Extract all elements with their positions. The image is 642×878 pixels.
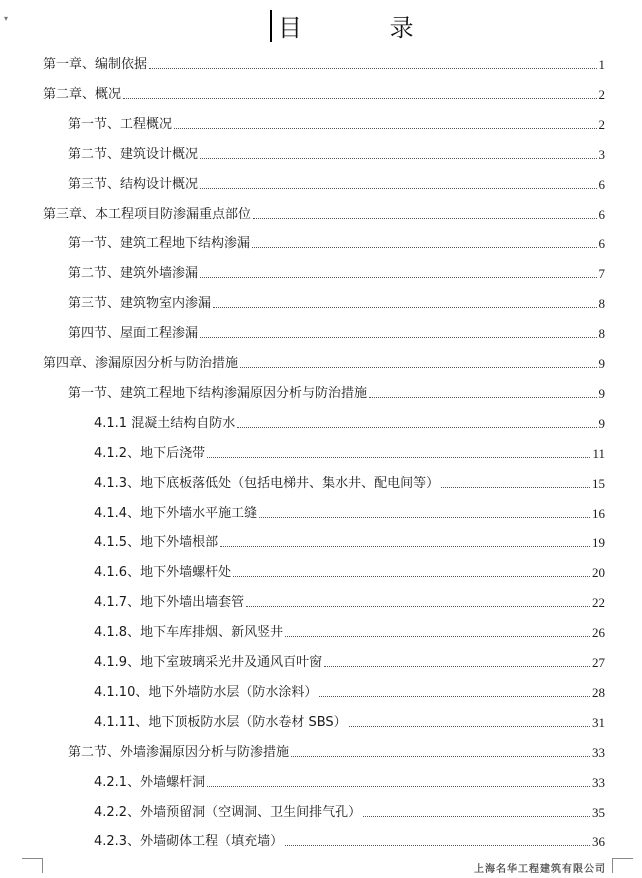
toc-entry[interactable] [94,468,605,492]
toc-entry-title: 4.1.4、地下外墙水平施工缝 [94,505,258,521]
toc-entry-title: 4.1.3、地下底板落低处（包括电梯井、集水井、配电间等） [94,475,440,491]
crop-mark-left [22,858,43,873]
toc-entry[interactable] [94,557,605,581]
toc-entry[interactable] [68,378,605,402]
toc-entry-page-number: 8 [598,326,605,342]
toc-entry-title: 第三节、建筑物室内渗漏 [68,296,212,312]
toc-entry[interactable] [94,797,605,821]
toc-entry-page-number: 7 [598,266,605,282]
toc-entry-title: 4.1.10、地下外墙防水层（防水涂料） [94,684,318,700]
toc-entry-title: 4.1.9、地下室玻璃采光井及通风百叶窗 [94,655,323,670]
toc-entry-page-number: 2 [598,116,605,132]
toc-entry[interactable] [43,199,605,223]
toc-entry-page-number: 19 [592,535,605,551]
toc-leader-dots [285,844,590,846]
toc-entry-page-number: 1 [598,57,605,72]
toc-leader-dots [441,486,590,488]
toc-leader-dots [259,516,590,518]
toc-entry-title: 第二节、外墙渗漏原因分析与防渗措施 [68,744,290,760]
toc-leader-dots [324,665,590,667]
toc-entry[interactable] [94,587,605,611]
toc-leader-dots [200,187,596,189]
toc-entry-page-number: 15 [592,475,605,491]
toc-entry[interactable] [68,109,605,133]
toc-entry-page-number: 35 [592,804,605,820]
toc-leader-dots [252,246,596,248]
toc-leader-dots [123,97,596,99]
toc-leader-dots [319,695,590,697]
toc-entry[interactable] [94,707,605,731]
toc-entry-page-number: 9 [598,415,605,431]
page-title: 目 录 [278,14,454,42]
toc-entry[interactable] [43,348,605,372]
toc-entry[interactable] [94,617,605,641]
toc-entry-page-number: 20 [592,565,605,581]
toc-leader-dots [253,217,596,219]
toc-leader-dots [237,426,596,428]
toc-entry-page-number: 8 [598,296,605,312]
toc-entry[interactable] [68,737,605,761]
toc-leader-dots [174,127,596,129]
toc-entry-page-number: 16 [592,505,605,521]
toc-entry-page-number: 28 [592,684,605,700]
toc-entry[interactable] [94,647,605,671]
toc-leader-dots [233,575,590,577]
toc-leader-dots [246,605,590,607]
toc-entry[interactable] [68,318,605,342]
toc-leader-dots [363,815,590,817]
toc-entry[interactable] [68,228,605,252]
toc-entry[interactable] [94,826,605,850]
toc-leader-dots [285,635,590,637]
toc-entry-title: 第四章、渗漏原因分析与防治措施 [43,356,239,371]
toc-entry-page-number: 33 [592,744,605,760]
toc-leader-dots [149,67,596,69]
toc-entry-title: 第四节、屋面工程渗漏 [68,326,199,342]
toc-entry-title: 第三章、本工程项目防渗漏重点部位 [43,206,252,222]
toc-leader-dots [213,306,596,308]
toc-entry-title: 4.1.1 混凝土结构自防水 [94,415,236,431]
toc-entry-page-number: 3 [598,146,605,162]
toc-entry-title: 第一章、编制依据 [43,57,148,72]
toc-entry-page-number: 27 [592,655,605,670]
toc-entry-title: 4.2.2、外墙预留洞（空调洞、卫生间排气孔） [94,804,362,820]
toc-entry[interactable] [43,49,605,73]
toc-entry-title: 4.1.7、地下外墙出墙套管 [94,595,245,611]
toc-entry-page-number: 26 [592,625,605,641]
toc-entry-page-number: 6 [598,236,605,252]
toc-leader-dots [291,755,590,757]
toc-entry-title: 第二节、建筑设计概况 [68,146,199,162]
toc-entry[interactable] [68,288,605,312]
toc-entry-title: 第二节、建筑外墙渗漏 [68,266,199,282]
toc-entry-title: 4.1.8、地下车库排烟、新风竖井 [94,625,284,641]
toc-entry[interactable] [94,677,605,701]
toc-entry[interactable] [68,258,605,282]
toc-entry-title: 第一节、建筑工程地下结构渗漏原因分析与防治措施 [68,385,368,401]
toc-entry[interactable] [68,169,605,193]
text-cursor [270,10,272,42]
toc-entry-title: 第一节、建筑工程地下结构渗漏 [68,236,251,252]
toc-leader-dots [369,396,596,398]
toc-entry-title: 4.1.11、地下顶板防水层（防水卷材 SBS） [94,714,347,730]
toc-leader-dots [349,725,590,727]
toc-entry-title: 第一节、工程概况 [68,116,173,132]
toc-entry-page-number: 6 [598,176,605,192]
toc-entry-page-number: 11 [592,445,605,461]
toc-entry[interactable] [94,408,605,432]
toc-leader-dots [200,276,596,278]
toc-entry[interactable] [94,527,605,551]
toc-entry-title: 4.1.5、地下外墙根部 [94,535,219,551]
toc-entry-title: 4.1.2、地下后浇带 [94,445,206,461]
toc-entry-title: 第二章、概况 [43,86,122,102]
toc-leader-dots [220,545,590,547]
toc-leader-dots [200,336,596,338]
toc-entry-page-number: 22 [592,595,605,611]
toc-entry-title: 第三节、结构设计概况 [68,176,199,192]
toc-entry[interactable] [43,79,605,103]
title-area [0,6,642,40]
toc-leader-dots [240,366,596,368]
toc-leader-dots [200,157,596,159]
toc-entry[interactable] [94,498,605,522]
toc-entry-title: 4.2.3、外墙砌体工程（填充墙） [94,834,284,850]
toc-entry[interactable] [94,438,605,462]
footer-company-name: 上海名华工程建筑有限公司 [474,864,606,875]
toc-entry-title: 4.1.6、地下外墙螺杆处 [94,565,232,581]
toc-leader-dots [207,785,590,787]
toc-entry[interactable] [68,139,605,163]
toc-entry[interactable] [94,767,605,791]
toc-entry-page-number: 36 [592,834,605,850]
toc-leader-dots [207,456,590,458]
collapse-marker-icon: ▾ [4,14,9,23]
toc-entry-page-number: 9 [598,356,605,371]
toc-entry-page-number: 9 [598,385,605,401]
toc-entry-title: 4.2.1、外墙螺杆洞 [94,774,206,790]
toc-entry-page-number: 2 [598,86,605,102]
toc-entry-page-number: 33 [592,774,605,790]
toc-entry-page-number: 6 [598,206,605,222]
toc-entry-page-number: 31 [592,714,605,730]
crop-mark-right [612,858,633,873]
